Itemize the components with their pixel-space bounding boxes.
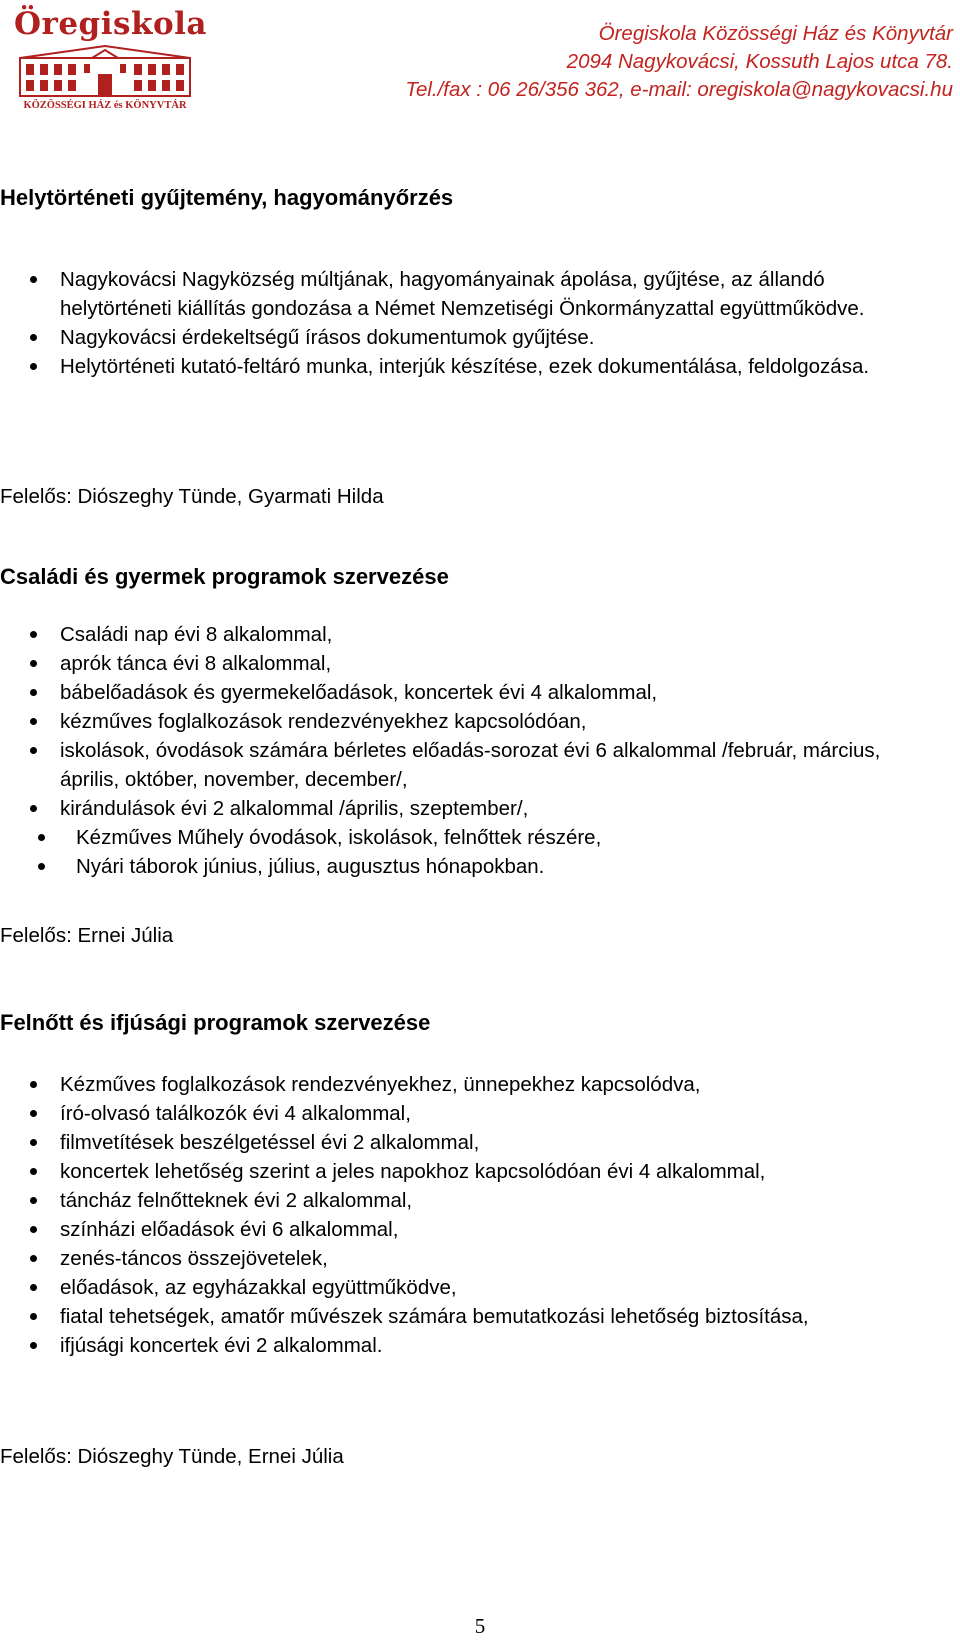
list-item: ifjúsági koncertek évi 2 alkalommal. (0, 1331, 928, 1360)
section-title-adult-programs: Felnőtt és ifjúsági programok szervezése (0, 1010, 431, 1035)
bullet-icon (30, 631, 37, 638)
list-item: előadások, az egyházakkal együttműködve, (0, 1273, 928, 1302)
building-icon (14, 44, 196, 100)
list-item: zenés-táncos összejövetelek, (0, 1244, 928, 1273)
org-address: 2094 Nagykovácsi, Kossuth Lajos utca 78. (566, 50, 953, 73)
bullet-icon (30, 747, 37, 754)
list-item: iskolások, óvodások számára bérletes előadás-sorozat évi 6 alkalommal /február, március, április, október, november, december/, (0, 736, 900, 794)
org-contact: Tel./fax : 06 26/356 362, e-mail: oregiskola@nagykovacsi.hu (405, 78, 953, 101)
list-item: Nyári táborok június, július, augusztus hónapokban. (0, 852, 900, 881)
list-family-programs (0, 620, 900, 881)
list-item: Kézműves foglalkozások rendezvényekhez, ünnepekhez kapcsolódva, (0, 1070, 928, 1099)
bullet-icon (30, 1255, 37, 1262)
bullet-icon (30, 1197, 37, 1204)
list-item: író-olvasó találkozók évi 4 alkalommal, (0, 1099, 928, 1128)
bullet-icon (30, 276, 37, 283)
logo (14, 4, 207, 116)
list-item: kirándulások évi 2 alkalommal /április, szeptember/, (0, 794, 900, 823)
list-item: fiatal tehetségek, amatőr művészek számára bemutatkozási lehetőség biztosítása, (0, 1302, 928, 1331)
list-item: Nagykovácsi érdekeltségű írásos dokumentumok gyűjtése. (0, 323, 890, 352)
list-adult-programs (0, 1070, 928, 1360)
list-item: Nagykovácsi Nagyközség múltjának, hagyományainak ápolása, gyűjtése, az állandó helytörténeti kiállítás gondozása a Német Nemzetiségi Önkormányzattal együttműködve. (0, 265, 890, 323)
list-local-history (0, 265, 890, 381)
page-number: 5 (474, 1614, 486, 1638)
bullet-icon (30, 1168, 37, 1175)
bullet-icon (30, 1081, 37, 1088)
bullet-icon (30, 1342, 37, 1349)
bullet-icon (30, 334, 37, 341)
bullet-icon (30, 689, 37, 696)
list-item: színházi előadások évi 6 alkalommal, (0, 1215, 928, 1244)
bullet-icon (30, 718, 37, 725)
responsible-adult-programs: Felelős: Diószeghy Tünde, Ernei Júlia (0, 1445, 344, 1468)
logo-subtitle: KÖZÖSSÉGI HÁZ és KÖNYVTÁR (23, 100, 187, 111)
bullet-icon (30, 1313, 37, 1320)
list-item: Helytörténeti kutató-feltáró munka, interjúk készítése, ezek dokumentálása, feldolgozása. (0, 352, 890, 381)
bullet-icon (30, 1110, 37, 1117)
section-title-local-history: Helytörténeti gyűjtemény, hagyományőrzés (0, 185, 454, 210)
bullet-icon (38, 834, 45, 841)
responsible-family-programs: Felelős: Ernei Júlia (0, 924, 174, 947)
bullet-icon (30, 1284, 37, 1291)
list-item: Kézműves Műhely óvodások, iskolások, felnőttek részére, (0, 823, 900, 852)
header-info (405, 20, 953, 104)
bullet-icon (30, 805, 37, 812)
section-title-family-programs: Családi és gyermek programok szervezése (0, 564, 449, 589)
list-item: filmvetítések beszélgetéssel évi 2 alkalommal, (0, 1128, 928, 1157)
bullet-icon (38, 863, 45, 870)
list-item: koncertek lehetőség szerint a jeles napokhoz kapcsolódóan évi 4 alkalommal, (0, 1157, 928, 1186)
bullet-icon (30, 1139, 37, 1146)
org-name: Öregiskola Közösségi Ház és Könyvtár (598, 22, 953, 45)
list-item: aprók tánca évi 8 alkalommal, (0, 649, 900, 678)
list-item: táncház felnőtteknek évi 2 alkalommal, (0, 1186, 928, 1215)
bullet-icon (30, 1226, 37, 1233)
list-item: bábelőadások és gyermekelőadások, koncertek évi 4 alkalommal, (0, 678, 900, 707)
list-item: kézműves foglalkozások rendezvényekhez kapcsolódóan, (0, 707, 900, 736)
responsible-local-history: Felelős: Diószeghy Tünde, Gyarmati Hilda (0, 485, 384, 508)
bullet-icon (30, 363, 37, 370)
bullet-icon (30, 660, 37, 667)
list-item: Családi nap évi 8 alkalommal, (0, 620, 900, 649)
logo-title: Öregiskola (14, 6, 207, 42)
